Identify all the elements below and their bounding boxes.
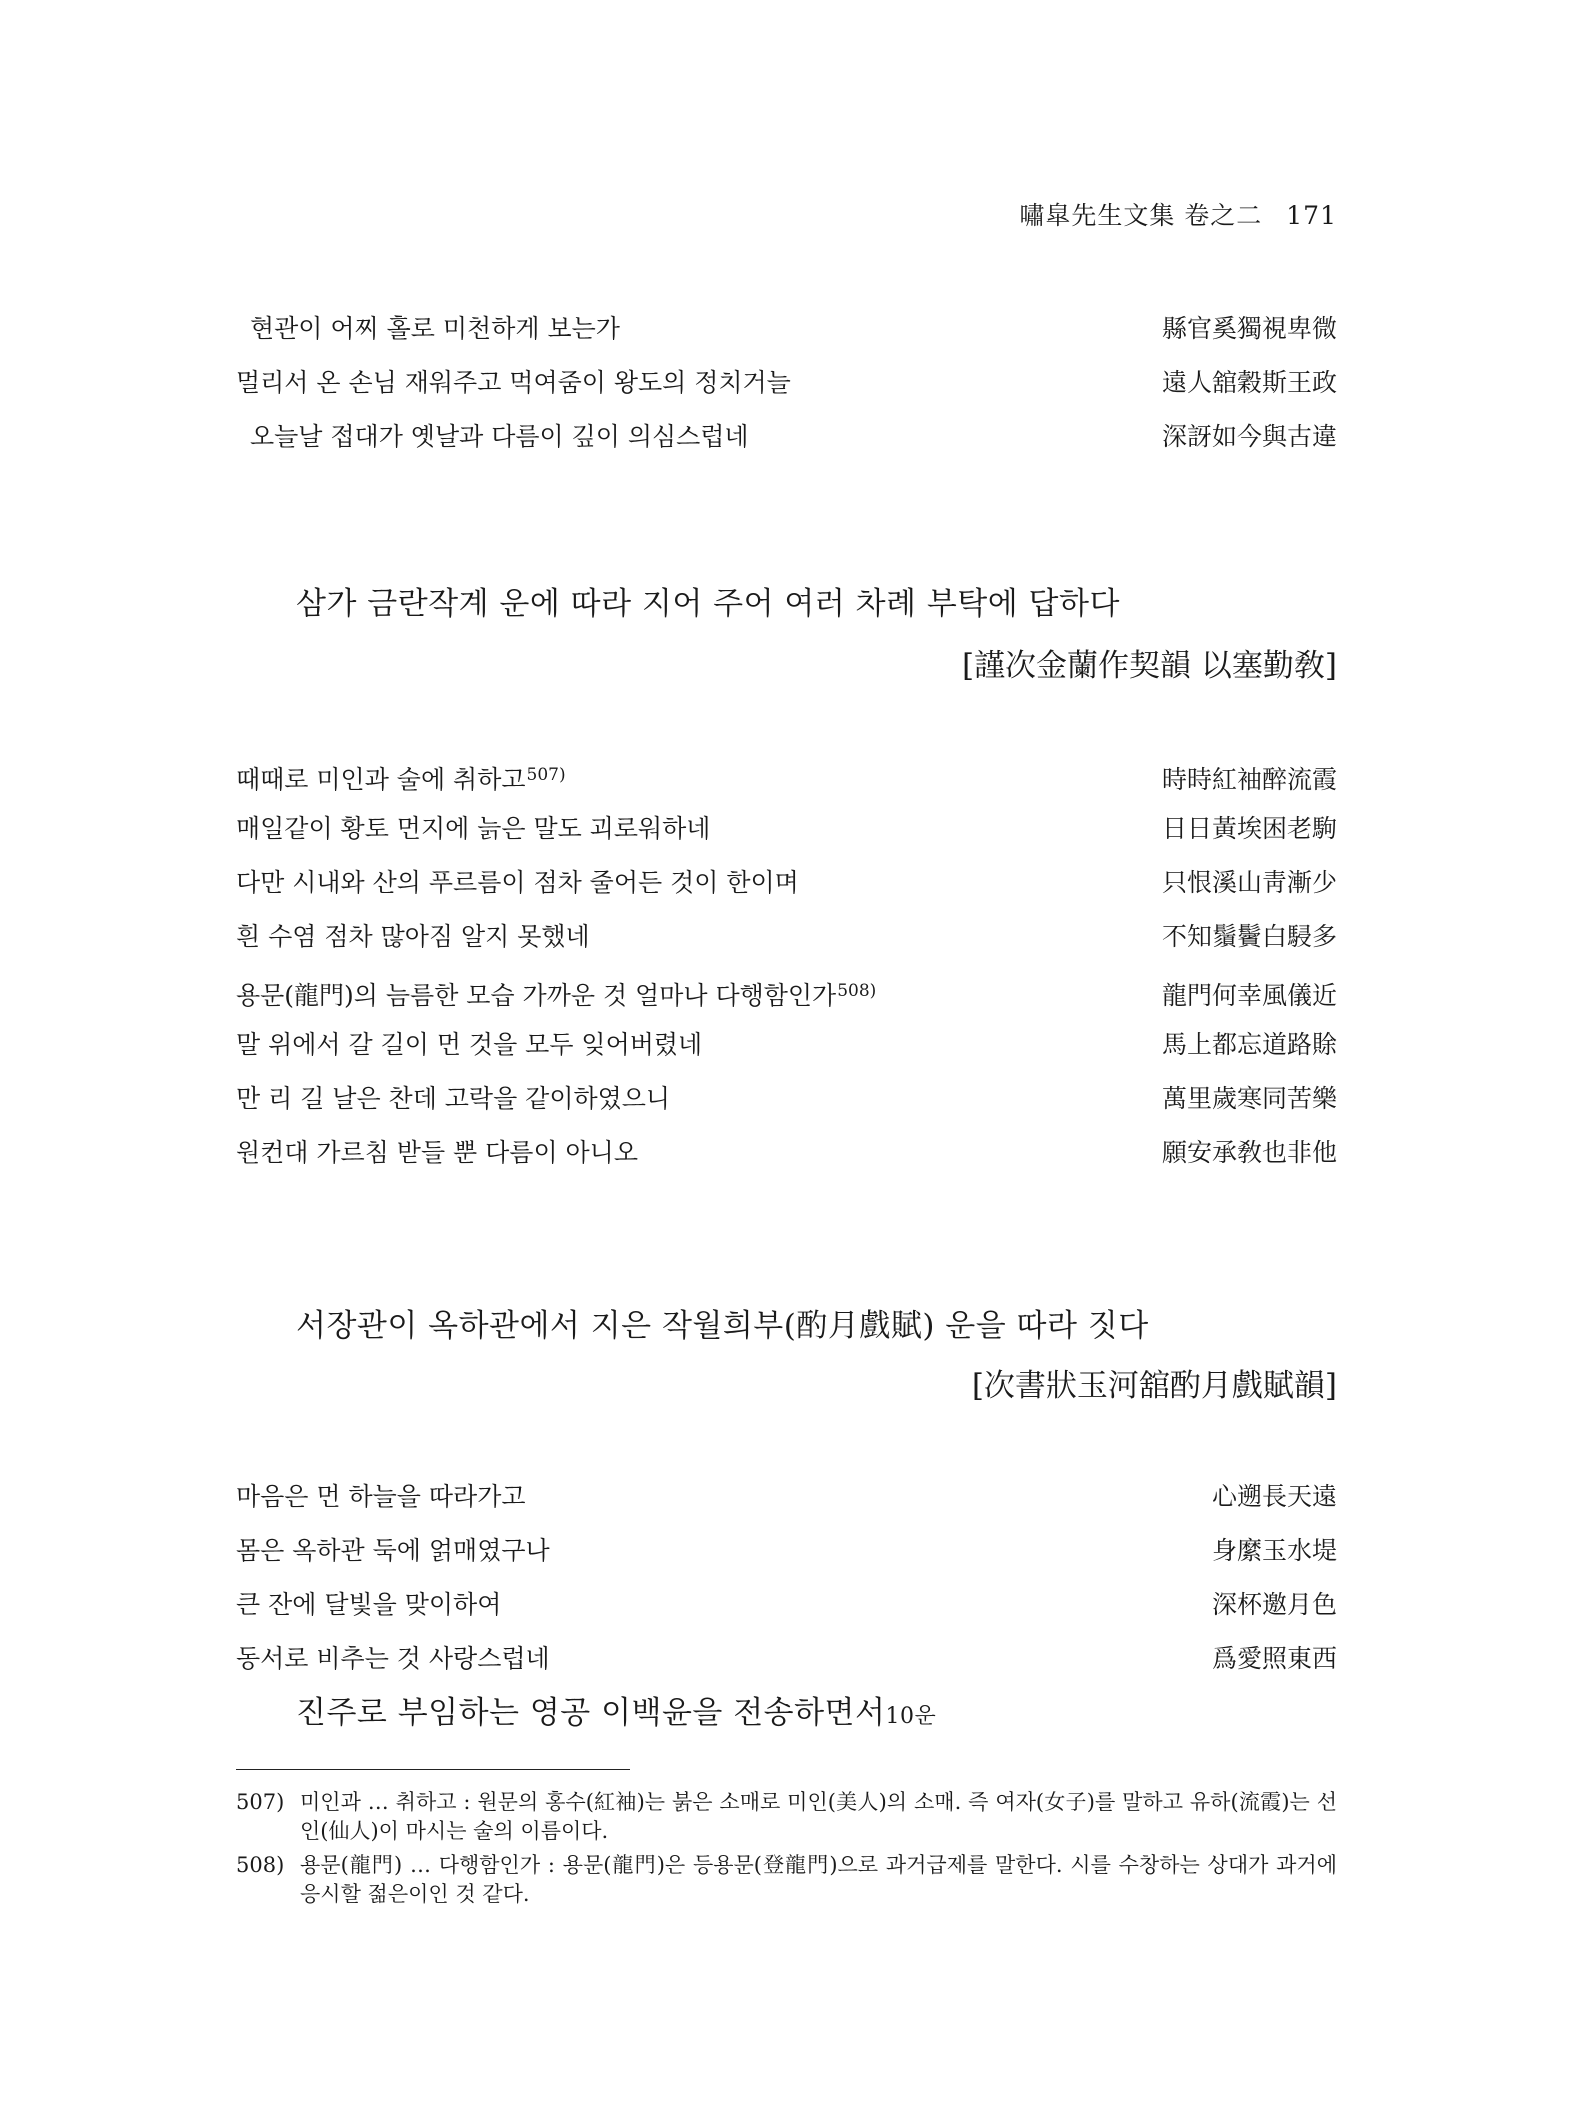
verse-chinese: 深杯邀月色 (1211, 1590, 1337, 1619)
verse-line (236, 748, 1337, 802)
poem-title-text: 진주로 부임하는 영공 이백윤을 전송하면서 (296, 1695, 886, 1731)
verse-korean: 흰 수염 점차 많아짐 알지 못했네 (236, 922, 590, 951)
verse-chinese: 不知鬚鬢白駸多 (1161, 922, 1337, 951)
verse-line (236, 964, 1337, 1018)
verse-korean: 매일같이 황토 먼지에 늙은 말도 괴로워하네 (236, 814, 711, 843)
verse-chinese: 縣官奚獨視卑微 (1161, 314, 1337, 343)
footnote-separator (236, 1769, 630, 1770)
verse-chinese: 心遡長天遠 (1211, 1482, 1337, 1511)
poem-body (236, 1470, 1337, 1686)
footnote-text: 미인과 … 취하고 : 원문의 홍수(紅袖)는 붉은 소매로 미인(美人)의 소매. 즉 여자(女子)를 말하고 유하(流霞)는 선인(仙人)이 마시는 술의 이름이다. (300, 1790, 1337, 1843)
verse-korean: 큰 잔에 달빛을 맞이하여 (236, 1590, 502, 1619)
verse-chinese: 馬上都忘道路賖 (1161, 1030, 1337, 1059)
verse-line (236, 1126, 1337, 1180)
poem-title (296, 1687, 936, 1732)
verse-korean: 원컨대 가르침 받들 뿐 다름이 아니오 (236, 1138, 638, 1167)
verse-korean: 오늘날 접대가 옛날과 다름이 깊이 의심스럽네 (250, 422, 749, 451)
verse-korean: 동서로 비추는 것 사랑스럽네 (236, 1644, 550, 1673)
verse-line (236, 302, 1337, 356)
verse-korean: 만 리 길 날은 찬데 고락을 같이하였으니 (236, 1084, 671, 1113)
verse-korean: 마음은 먼 하늘을 따라가고 (236, 1482, 526, 1511)
verse-line (236, 410, 1337, 464)
footnote-ref[interactable]: 508) (837, 981, 877, 1001)
footnotes (236, 1788, 1337, 1914)
verse-line (236, 856, 1337, 910)
verse-korean: 용문(龍門)의 늠름한 모습 가까운 것 얼마나 다행함인가$^{508)}$ (236, 981, 877, 1010)
poem-continuation (236, 302, 1337, 464)
verse-chinese: 身縻玉水堤 (1211, 1536, 1337, 1565)
footnote-text: 용문(龍門) … 다행함인가 : 용문(龍門)은 등용문(登龍門)으로 과거급제를 말한다. 시를 수창하는 상대가 과거에 응시할 젊은이인 것 같다. (300, 1853, 1337, 1906)
footnote-ref[interactable]: 507) (526, 765, 566, 785)
verse-chinese: 爲愛照東西 (1211, 1644, 1337, 1673)
verse-line (236, 1632, 1337, 1686)
verse-chinese: 日日黃埃困老駒 (1161, 814, 1337, 843)
poem-title: 삼가 금란작계 운에 따라 지어 주어 여러 차례 부탁에 답하다 (296, 586, 1120, 622)
verse-korean: 멀리서 온 손님 재워주고 먹여줌이 왕도의 정치거늘 (236, 368, 791, 397)
footnote-number: 508) (236, 1853, 285, 1877)
verse-korean: 몸은 옥하관 둑에 얽매였구나 (236, 1536, 550, 1565)
header-title: 嘯皐先生文集 卷之二 (1019, 201, 1263, 230)
poem-title-suffix: 10운 (885, 1704, 937, 1729)
verse-korean: 현관이 어찌 홀로 미천하게 보는가 (250, 314, 620, 343)
verse-line (236, 1578, 1337, 1632)
poem-title: 서장관이 옥하관에서 지은 작월희부(酌月戲賦) 운을 따라 짓다 (296, 1308, 1149, 1344)
footnote (236, 1851, 1337, 1909)
verse-korean: 말 위에서 갈 길이 먼 것을 모두 잊어버렸네 (236, 1030, 703, 1059)
verse-chinese: 遠人舘穀斯王政 (1161, 368, 1337, 397)
poem-subtitle: [次書狀玉河舘酌月戲賦韻] (971, 1368, 1337, 1404)
verse-korean: 다만 시내와 산의 푸르름이 점차 줄어든 것이 한이며 (236, 868, 799, 897)
verse-line (236, 356, 1337, 410)
poem-body (236, 748, 1337, 1180)
verse-chinese: 願安承敎也非他 (1161, 1138, 1337, 1167)
verse-chinese: 萬里歲寒同苦樂 (1161, 1084, 1337, 1113)
page-number: 171 (1286, 201, 1337, 230)
verse-korean: 때때로 미인과 술에 취하고$^{507)}$ (236, 765, 566, 794)
verse-line (236, 1018, 1337, 1072)
poem-subtitle: [謹次金蘭作契韻 以塞勤敎] (961, 648, 1337, 684)
verse-line (236, 1524, 1337, 1578)
verse-line (236, 1072, 1337, 1126)
footnote-number: 507) (236, 1790, 285, 1814)
footnote (236, 1788, 1337, 1846)
verse-chinese: 深訝如今與古違 (1161, 422, 1337, 451)
verse-line (236, 1470, 1337, 1524)
verse-chinese: 龍門何幸風儀近 (1161, 981, 1337, 1010)
verse-chinese: 只恨溪山靑漸少 (1161, 868, 1337, 897)
running-header (1019, 196, 1337, 232)
verse-line (236, 910, 1337, 964)
verse-line (236, 802, 1337, 856)
verse-chinese: 時時紅袖醉流霞 (1161, 765, 1337, 794)
